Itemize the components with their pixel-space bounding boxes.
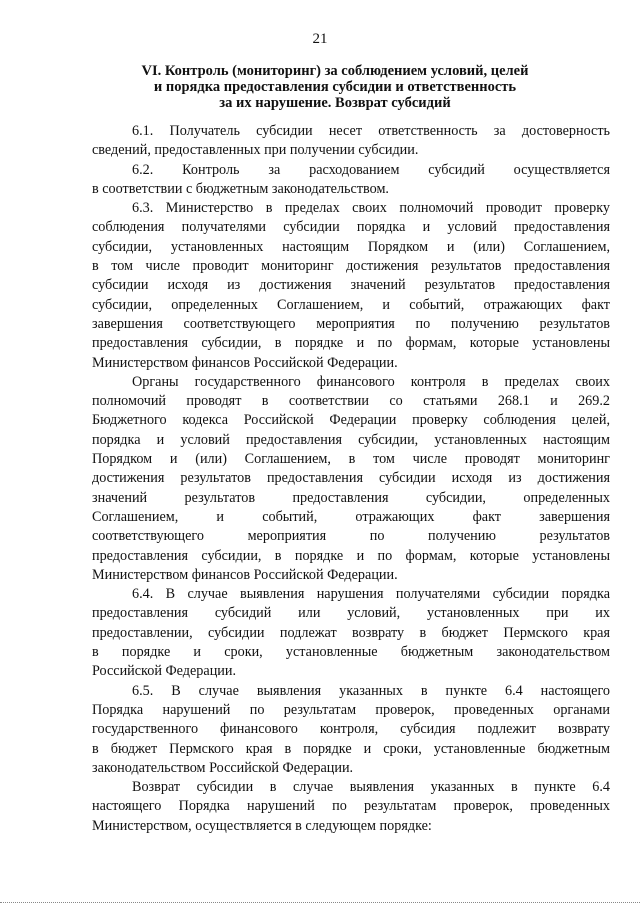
paragraph-p6-5 — [92, 682, 610, 778]
text-line: Министерством финансов Российской Федерации. — [92, 354, 398, 371]
paragraph-p6-3-organs — [92, 373, 610, 585]
text-line: Соглашением, и событий, отражающих факт завершения — [92, 508, 610, 525]
document-body — [92, 122, 610, 836]
text-line: Министерством, осуществляется в следующем порядке: — [92, 817, 432, 834]
page-bottom-border — [0, 902, 640, 903]
text-line: 6.4. В случае выявления нарушения получателями субсидии порядка — [132, 586, 610, 603]
text-line: в том числе проводит мониторинг достижения результатов предоставления — [92, 258, 610, 275]
paragraph-p6-2 — [92, 161, 610, 200]
text-line: Порядком и (или) Соглашением, в том числе проводят мониторинг — [92, 451, 610, 468]
heading-line: VI. Контроль (мониторинг) за соблюдением условий, целей — [141, 63, 529, 79]
paragraph-p6-5-return — [92, 778, 610, 836]
paragraph-p6-4 — [92, 585, 610, 681]
text-line: предоставления субсидии, в порядке и по формам, которые установлены — [92, 547, 610, 564]
text-line: Российской Федерации. — [92, 663, 237, 680]
text-line: соблюдения получателями субсидии порядка и условий предоставления — [92, 219, 610, 236]
text-line: Возврат субсидии в случае выявления указанных в пункте 6.4 — [132, 779, 610, 796]
page-number: 21 — [312, 31, 328, 47]
text-line: предоставлении, субсидии подлежат возврату в бюджет Пермского края — [92, 624, 610, 641]
text-line: в порядке и сроки, установленные бюджетным законодательством — [92, 644, 610, 661]
text-line: соответствующего мероприятия по получению результатов — [92, 528, 610, 545]
text-line: Порядка нарушений по результатам проверок, проведенных органами — [92, 701, 610, 718]
text-line: завершения соответствующего мероприятия по получению результатов — [92, 315, 610, 332]
text-line: предоставления субсидий или условий, установленных при их — [92, 605, 610, 622]
text-line: достижения результатов предоставления субсидии исходя из достижения — [92, 470, 610, 487]
text-line: полномочий проводят в соответствии со статьями 268.1 и 269.2 — [92, 393, 610, 410]
text-line: 6.5. В случае выявления указанных в пункте 6.4 настоящего — [132, 682, 610, 699]
text-line: 6.2. Контроль за расходованием субсидий осуществляется — [132, 161, 610, 178]
heading-line: и порядка предоставления субсидии и ответственность — [153, 79, 517, 95]
text-line: в соответствии с бюджетным законодательством. — [92, 180, 389, 197]
text-line: сведений, предоставленных при получении субсидии. — [92, 142, 419, 159]
text-line: порядка и условий предоставления субсидии, установленных настоящим — [92, 431, 610, 448]
text-line: Бюджетного кодекса Российской Федерации проверку соблюдения целей, — [92, 412, 610, 429]
text-line: субсидии, определенных Соглашением, и событий, отражающих факт — [92, 296, 610, 313]
text-line: субсидии исходя из достижения значений результатов предоставления — [92, 277, 610, 294]
text-line: государственного финансового контроля, субсидия подлежит возврату — [92, 721, 610, 738]
text-line: 6.1. Получатель субсидии несет ответственность за достоверность — [132, 123, 610, 139]
section-heading — [70, 63, 600, 111]
paragraph-p6-1 — [92, 122, 610, 161]
text-line: в бюджет Пермского края в порядке и сроки, установленные бюджетным — [92, 740, 610, 757]
heading-line: за их нарушение. Возврат субсидий — [219, 95, 451, 111]
text-line: предоставления субсидии, в порядке и по формам, которые установлены — [92, 335, 610, 352]
paragraph-p6-3 — [92, 199, 610, 373]
text-line: субсидии, установленных настоящим Порядком и (или) Соглашением, — [92, 238, 610, 255]
text-line: законодательством Российской Федерации. — [92, 759, 354, 776]
text-line: значений результатов предоставления субсидии, определенных — [92, 489, 610, 506]
text-line: 6.3. Министерство в пределах своих полномочий проводит проверку — [132, 200, 610, 217]
text-line: Министерством финансов Российской Федерации. — [92, 566, 398, 583]
text-line: настоящего Порядка нарушений по результатам проверок, проведенных — [92, 798, 610, 815]
text-line: Органы государственного финансового контроля в пределах своих — [132, 373, 610, 390]
